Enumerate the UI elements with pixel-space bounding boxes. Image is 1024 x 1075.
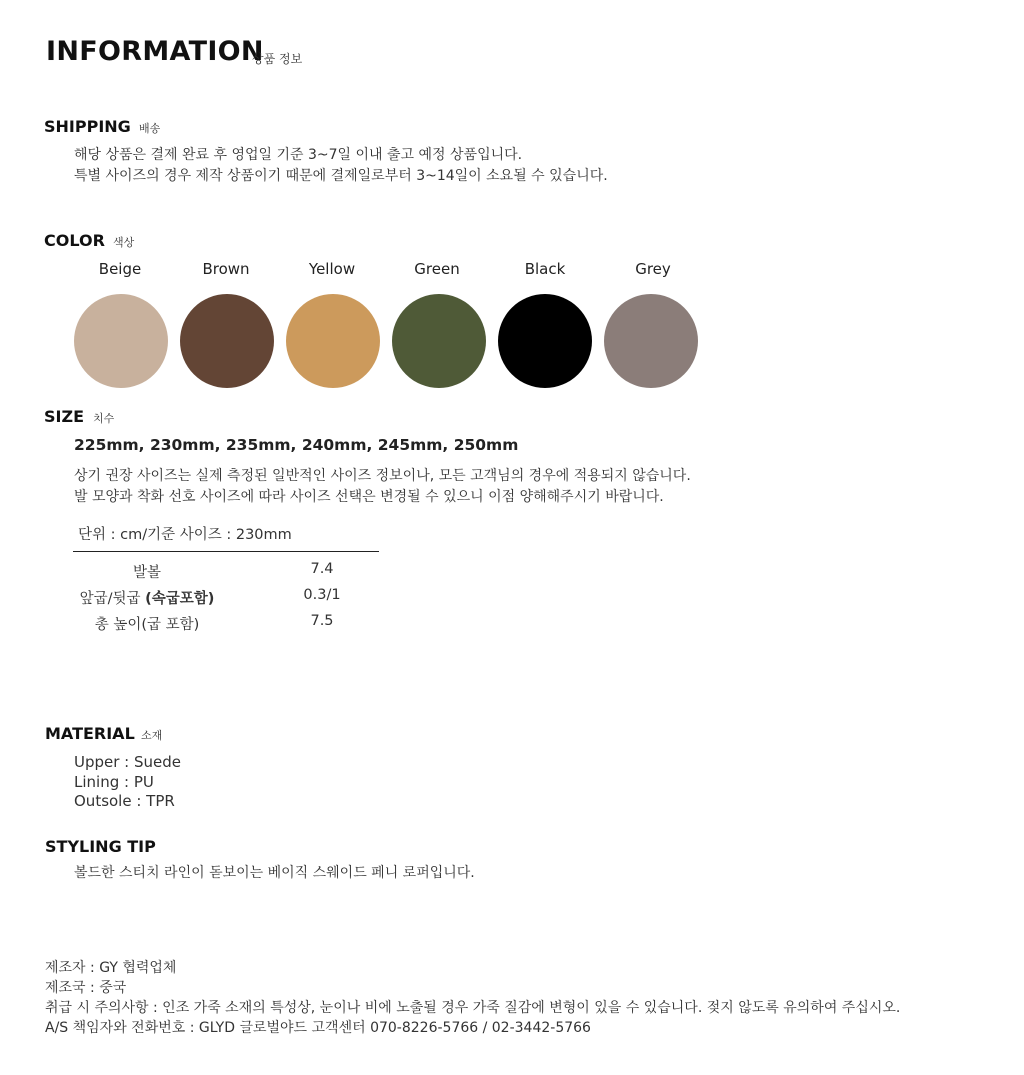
color-subtitle: 색상 xyxy=(113,236,135,249)
shipping-title: SHIPPING xyxy=(44,117,131,136)
styling-text: 볼드한 스티치 라인이 돋보이는 베이직 스웨이드 페니 로퍼입니다. xyxy=(74,865,475,881)
table-row-value: 7.4 xyxy=(310,561,334,577)
size-notes xyxy=(74,466,691,508)
styling-title: STYLING TIP xyxy=(45,837,156,856)
shipping-subtitle: 배송 xyxy=(139,122,161,135)
material-outsole: Outsole : TPR xyxy=(74,792,175,810)
swatch-label-beige: Beige xyxy=(98,260,142,278)
material-lining: Lining : PU xyxy=(74,773,154,791)
shipping-line: 특별 사이즈의 경우 제작 상품이기 때문에 결제일로부터 3~14일이 소요될 수 있습니다. xyxy=(74,168,608,184)
size-table-header: 단위 : cm/기준 사이즈 : 230mm xyxy=(78,527,292,543)
shipping-info xyxy=(74,145,608,187)
size-note-line: 발 모양과 착화 선호 사이즈에 따라 사이즈 선택은 변경될 수 있으니 이점 양해해주시기 바랍니다. xyxy=(74,489,664,505)
swatch-label-black: Black xyxy=(524,260,566,278)
table-row-label: 발볼 xyxy=(132,565,161,581)
material-upper: Upper : Suede xyxy=(74,753,182,771)
footer-line-contact: A/S 책임자와 전화번호 : GLYD 글로벌야드 고객센터 070-8226-5766 / 02-3442-5766 xyxy=(45,1020,591,1036)
color-title: COLOR xyxy=(44,231,105,250)
footer-line-origin: 제조국 : 중국 xyxy=(45,980,127,996)
footer-line-care: 취급 시 주의사항 : 인조 가죽 소재의 특성상, 눈이나 비에 노출될 경우 가죽 질감에 변형이 있을 수 있습니다. 젖지 않도록 유의하여 주십시오. xyxy=(45,1000,901,1016)
swatch-grey xyxy=(604,294,698,388)
material-subtitle: 소재 xyxy=(141,729,163,742)
table-row-value: 7.5 xyxy=(310,613,334,629)
swatch-label-brown: Brown xyxy=(202,260,250,278)
material-title: MATERIAL xyxy=(45,724,135,743)
table-row xyxy=(73,587,379,613)
table-row-label: 총 높이(굽 포함) xyxy=(94,617,200,633)
page-title: INFORMATION xyxy=(46,36,264,67)
size-subtitle: 치수 xyxy=(93,412,115,425)
table-row-label: 앞굽/뒷굽 (속굽포함) xyxy=(79,591,215,607)
table-row xyxy=(73,613,379,639)
shipping-line: 해당 상품은 결제 완료 후 영업일 기준 3~7일 이내 출고 예정 상품입니다. xyxy=(74,147,523,163)
swatch-yellow xyxy=(286,294,380,388)
table-row-value: 0.3/1 xyxy=(303,587,341,603)
swatch-label-yellow: Yellow xyxy=(308,260,356,278)
footer-line-manufacturer: 제조자 : GY 협력업체 xyxy=(45,960,177,976)
swatch-brown xyxy=(180,294,274,388)
size-note-line: 상기 권장 사이즈는 실제 측정된 일반적인 사이즈 정보이나, 모든 고객님의 경우에 적용되지 않습니다. xyxy=(74,468,691,484)
table-row xyxy=(73,561,379,587)
swatch-green xyxy=(392,294,486,388)
size-list: 225mm, 230mm, 235mm, 240mm, 245mm, 250mm xyxy=(74,436,519,454)
swatch-black xyxy=(498,294,592,388)
swatch-label-green: Green xyxy=(414,260,460,278)
size-title: SIZE xyxy=(44,407,85,426)
size-table-divider xyxy=(73,551,379,552)
manufacturer-info xyxy=(45,958,900,1038)
swatch-label-grey: Grey xyxy=(635,260,671,278)
page-subtitle: 상품 정보 xyxy=(252,52,303,66)
swatch-beige xyxy=(74,294,168,388)
